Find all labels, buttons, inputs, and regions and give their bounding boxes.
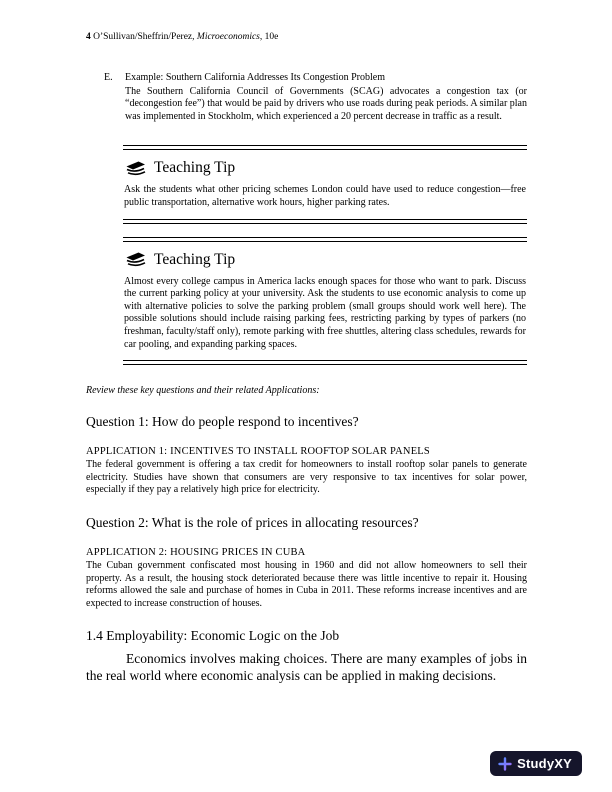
bottom-rule <box>123 360 527 365</box>
example-text: The Southern California Council of Governments (SCAG) advocates a congestion tax (or “decongestion fee”) that would be paid by drivers who use roads during peak periods. A similar plan was implemented in Stockholm, which experienced a 20 percent decrease in traffic as a result. <box>125 85 527 122</box>
header-edition: , 10e <box>259 32 279 42</box>
tip-title: Teaching Tip <box>154 250 236 268</box>
tip-inner <box>123 242 527 361</box>
example-body <box>125 72 527 123</box>
example-label: E. <box>104 72 113 83</box>
question-1-heading: Question 1: How do people respond to incentives? <box>86 414 359 430</box>
review-instructions: Review these key questions and their related Applications: <box>86 385 320 397</box>
bottom-rule <box>123 219 527 224</box>
teaching-tip-box-1 <box>123 145 527 223</box>
page-number: 4 <box>86 32 91 42</box>
page-header <box>86 32 527 42</box>
tip-title: Teaching Tip <box>154 159 236 177</box>
plus-icon <box>498 757 512 771</box>
teaching-tip-icon <box>124 160 147 177</box>
tip-header <box>124 159 526 177</box>
example-section <box>104 72 527 123</box>
application-1-body: The federal government is offering a tax credit for homeowners to install rooftop solar panels to generate electricity. Studies have shown that consumers are very responsive to tax incentives for solar power, especially if they pay a relatively high price for electricity. <box>86 459 527 496</box>
application-2-body: The Cuban government confiscated most housing in 1960 and did not allow homeowners to sell their property. As a result, the housing stock deteriorated because there was little incentive to repair it. Housing reforms allowed the sale and purchase of homes in Cuba in 2011. These reforms increase incentives and are expected to increase construction of houses. <box>86 559 527 609</box>
brand-label: StudyXY <box>517 756 572 771</box>
section-1-4-heading: 1.4 Employability: Economic Logic on the Job <box>86 628 340 644</box>
example-title: Example: Southern California Addresses Its Congestion Problem <box>125 72 385 83</box>
application-2-title: APPLICATION 2: HOUSING PRICES IN CUBA <box>86 546 306 558</box>
studyxy-logo-badge <box>490 751 582 776</box>
tip-body: Almost every college campus in America lacks enough spaces for those who want to park. Discuss the current parking policy at your university. Ask the students to use economic analysis to come up with alternative policies to solve the parking problem (small groups should work well here). The possible solutions should include raising parking fees, restricting parking by types of parkers (no freshman, faculty/staff only), remote parking with free shuttles, altering class schedules, rewards for car pooling, and expanding parking spaces. <box>124 275 526 350</box>
tip-body: Ask the students what other pricing schemes London could have used to reduce congestion—free public transportation, alternative work hours, higher parking rates. <box>124 184 526 208</box>
header-book-title: Microeconomics <box>196 32 260 42</box>
teaching-tip-icon <box>124 251 147 268</box>
page-content <box>86 32 527 684</box>
header-authors: O’Sullivan/Sheffrin/Perez, <box>93 32 197 42</box>
tip-header <box>124 251 526 269</box>
application-1-title: APPLICATION 1: INCENTIVES TO INSTALL ROOFTOP SOLAR PANELS <box>86 446 430 458</box>
question-2-heading: Question 2: What is the role of prices in allocating resources? <box>86 514 419 530</box>
section-1-4-body: Economics involves making choices. There are many examples of jobs in the real world where economic analysis can be applied in making decisions. <box>86 651 527 684</box>
teaching-tip-box-2 <box>123 237 527 366</box>
tip-inner <box>123 150 527 218</box>
